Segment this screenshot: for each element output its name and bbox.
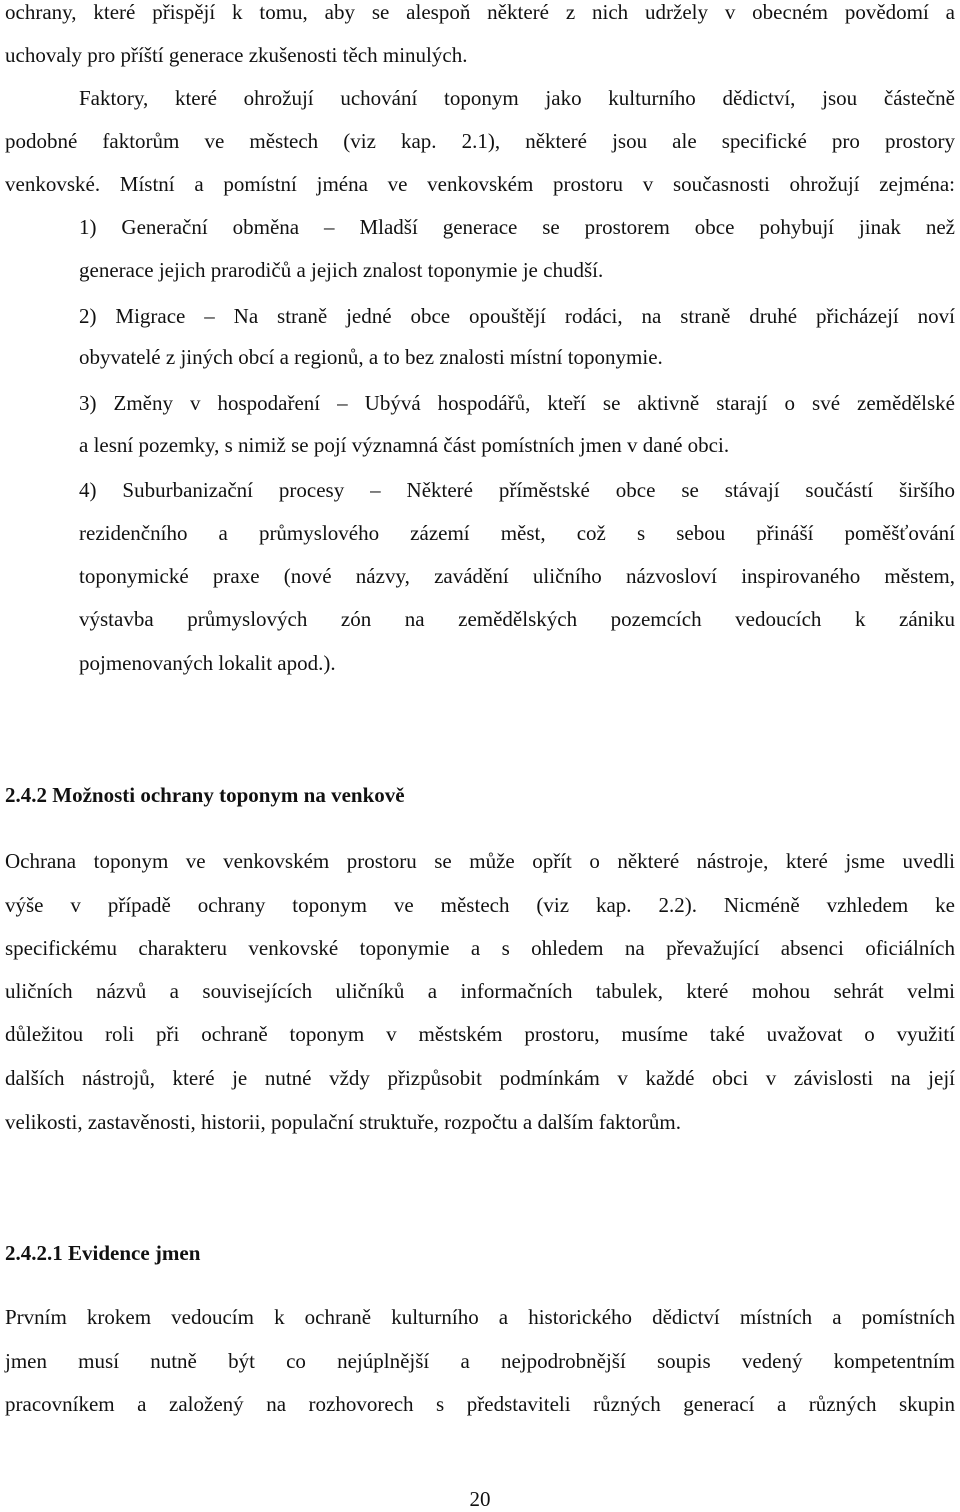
list-item-line: toponymické praxe (nové názvy, zavádění uličního názvosloví inspirovaného městem, (79, 564, 955, 588)
list-item-line: 3) Změny v hospodaření – Ubývá hospodářů, kteří se aktivně starají o své zemědělské (79, 391, 955, 415)
text-line: venkovské. Místní a pomístní jména ve venkovském prostoru v současnosti ohrožují zejména: (5, 172, 955, 196)
list-item-line: 4) Suburbanizační procesy – Některé příměstské obce se stávají součástí širšího (79, 478, 955, 502)
list-item-line: výstavba průmyslových zón na zemědělských pozemcích vedoucích k zániku (79, 607, 955, 631)
text-line: Faktory, které ohrožují uchování toponym jako kulturního dědictví, jsou částečně (79, 86, 955, 110)
text-line: Ochrana toponym ve venkovském prostoru se může opřít o některé nástroje, které jsme uvedli (5, 849, 955, 873)
text-line: velikosti, zastavěnosti, historii, populační struktuře, rozpočtu a dalším faktorům. (5, 1110, 681, 1134)
text-line: ochrany, které přispějí k tomu, aby se alespoň některé z nich udržely v obecném povědomí a (5, 0, 955, 24)
text-line: specifickému charakteru venkovské toponymie a s ohledem na převažující absenci oficiálních (5, 936, 955, 960)
list-item-line: 1) Generační obměna – Mladší generace se prostorem obce pohybují jinak než (79, 215, 955, 239)
text-line: pracovníkem a založený na rozhovorech s představiteli různých generací a různých skupin (5, 1392, 955, 1416)
text-line: uličních názvů a souvisejících uličníků a informačních tabulek, které mohou sehrát velmi (5, 979, 955, 1003)
text-line: podobné faktorům ve městech (viz kap. 2.1), některé jsou ale specifické pro prostory (5, 129, 955, 153)
list-item-line: a lesní pozemky, s nimiž se pojí významná část pomístních jmen v dané obci. (79, 433, 730, 457)
text-line: důležitou roli při ochraně toponym v městském prostoru, musíme také uvažovat o využití (5, 1022, 955, 1046)
text-line: dalších nástrojů, které je nutné vždy přizpůsobit podmínkám v každé obci v závislosti na její (5, 1066, 955, 1090)
page-number: 20 (469, 1487, 491, 1511)
text-line: jmen musí nutně být co nejúplnější a nejpodrobnější soupis vedený kompetentním (5, 1349, 955, 1373)
list-item-line: obyvatelé z jiných obcí a regionů, a to bez znalosti místní toponymie. (79, 345, 663, 369)
list-item-line: rezidenčního a průmyslového zázemí měst, což s sebou přináší poměšťování (79, 521, 955, 545)
text-line: Prvním krokem vedoucím k ochraně kulturního a historického dědictví místních a pomístních (5, 1305, 955, 1329)
text-line: uchovaly pro příští generace zkušenosti těch minulých. (5, 43, 468, 67)
section-heading: 2.4.2 Možnosti ochrany toponym na venkově (5, 783, 405, 807)
text-line: výše v případě ochrany toponym ve městech (viz kap. 2.2). Nicméně vzhledem ke (5, 893, 955, 917)
list-item-line: pojmenovaných lokalit apod.). (79, 651, 336, 675)
list-item-line: generace jejich prarodičů a jejich znalost toponymie je chudší. (79, 258, 604, 282)
list-item-line: 2) Migrace – Na straně jedné obce opouštějí rodáci, na straně druhé přicházejí noví (79, 304, 955, 328)
subsection-heading: 2.4.2.1 Evidence jmen (5, 1241, 201, 1265)
